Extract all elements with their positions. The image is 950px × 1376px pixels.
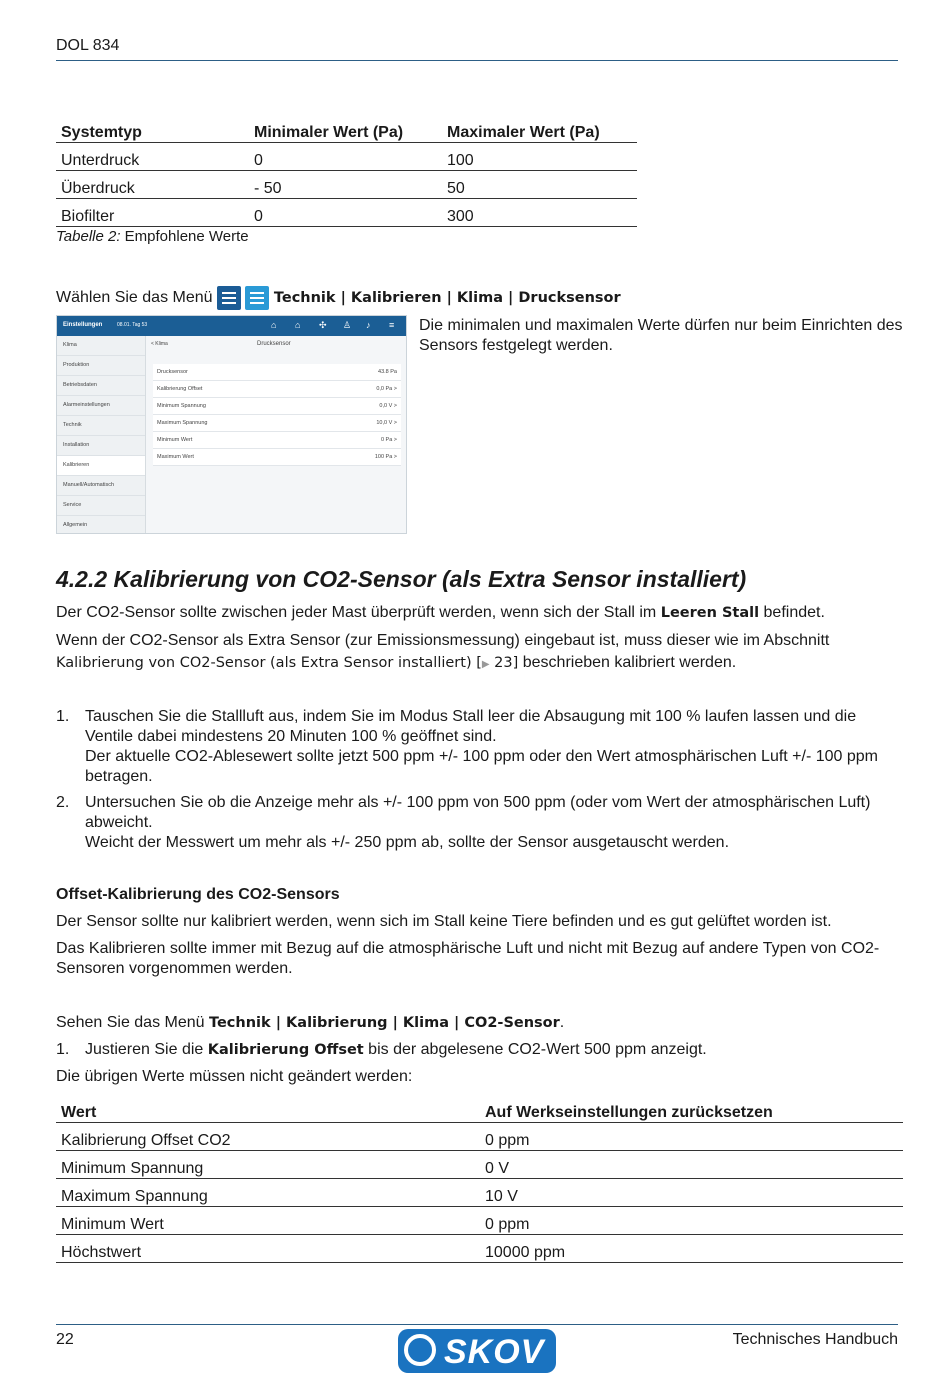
table-cell: 10 V — [480, 1179, 903, 1207]
menu-path: Technik | Kalibrieren | Klima | Drucksensor — [273, 290, 621, 307]
row-label: Minimum Spannung — [157, 403, 206, 409]
screenshot-sidebar — [57, 336, 146, 533]
row-value: 10,0 V > — [376, 420, 397, 426]
screenshot-topbar — [57, 316, 406, 336]
text: Der CO2-Sensor sollte zwischen jeder Mast überprüft werden, wenn sich der Stall im — [56, 604, 661, 621]
paragraph-1 — [56, 603, 906, 623]
step-number: 2. — [56, 794, 70, 811]
adjust-step — [56, 1040, 707, 1060]
row-label: Drucksensor — [157, 369, 188, 375]
settings-sliders-icon — [245, 286, 269, 310]
table-caption — [56, 228, 249, 245]
menu-path: Technik | Kalibrierung | Klima | CO2-Sensor — [209, 1015, 560, 1031]
text: beschrieben kalibriert werden. — [518, 654, 737, 671]
step-note: Weicht der Messwert um mehr als +/- 250 ppm ab, sollte der Sensor ausgetauscht werden. — [85, 834, 730, 851]
table-cell: Maximum Spannung — [56, 1179, 480, 1207]
bold-term: Leeren Stall — [660, 605, 760, 621]
table-cell: 0 ppm — [480, 1207, 903, 1235]
row-label: Minimum Wert — [157, 437, 193, 443]
manual-title: Technisches Handbuch — [732, 1331, 898, 1348]
sidebar-item-active: Kalibrieren — [57, 456, 145, 476]
table-row — [56, 1235, 903, 1263]
table-row — [56, 1151, 903, 1179]
step-text — [85, 1040, 707, 1060]
menu-side-note: Die minimalen und maximalen Werte dürfen nur beim Einrichten des Sensors festgelegt werden. — [419, 317, 903, 354]
section-heading — [56, 566, 746, 593]
screenshot-row — [153, 398, 401, 415]
page-number: 22 — [56, 1331, 74, 1348]
sidebar-item: Technik — [57, 416, 145, 436]
table-row — [56, 1179, 903, 1207]
text: Wenn der CO2-Sensor als Extra Sensor (zur Emissionsmessung) eingebaut ist, muss dieser wie im Abschnitt — [56, 632, 830, 649]
text: Sehen Sie das Menü — [56, 1014, 209, 1031]
text: befindet. — [759, 604, 825, 621]
table-cell: 50 — [442, 171, 637, 199]
screenshot-rows — [153, 364, 401, 466]
table-cell: 0 V — [480, 1151, 903, 1179]
table-row — [56, 143, 637, 171]
table-cell: 0 ppm — [480, 1123, 903, 1151]
table-cell: - 50 — [249, 171, 442, 199]
section-number: 4.2.2 — [56, 566, 108, 592]
screenshot-row — [153, 415, 401, 432]
screenshot-row — [153, 449, 401, 466]
bell-icon: ♪ — [366, 320, 371, 330]
row-value: 0,0 Pa > — [376, 386, 397, 392]
text: . — [559, 1014, 565, 1031]
table-cell: Kalibrierung Offset CO2 — [56, 1123, 480, 1151]
screenshot-title: Einstellungen — [63, 322, 103, 328]
table-cell: Biofilter — [56, 199, 249, 227]
section-title: Kalibrierung von CO2-Sensor (als Extra Sensor installiert) — [113, 566, 747, 592]
sidebar-item: Produktion — [57, 356, 145, 376]
screenshot-row — [153, 432, 401, 449]
col-header: Wert — [56, 1096, 480, 1123]
recommended-values-table — [56, 116, 637, 227]
table-cell: Unterdruck — [56, 143, 249, 171]
row-value: 43.8 Pa — [378, 369, 397, 375]
menu-prefix: Wählen Sie das Menü — [56, 289, 217, 307]
table-cell: Minimum Wert — [56, 1207, 480, 1235]
sidebar-item: Alarmeinstellungen — [57, 396, 145, 416]
table-cell: 0 — [249, 199, 442, 227]
sidebar-item: Installation — [57, 436, 145, 456]
text: bis der abgelesene CO2-Wert 500 ppm anzeigt. — [363, 1041, 707, 1058]
text: Justieren Sie die — [85, 1041, 208, 1058]
screenshot-row — [153, 364, 401, 381]
table-cell: 100 — [442, 143, 637, 171]
house-icon: ⌂ — [295, 320, 301, 330]
rest-line: Die übrigen Werte müssen nicht geändert werden: — [56, 1068, 413, 1085]
paragraph-2 — [56, 630, 906, 676]
table-cell: 10000 ppm — [480, 1235, 903, 1263]
row-label: Maximum Spannung — [157, 420, 208, 426]
row-label: Kalibrierung Offset — [157, 386, 203, 392]
logo-mark-icon — [404, 1334, 436, 1366]
offset-heading: Offset-Kalibrierung des CO2-Sensors — [56, 886, 340, 903]
offset-paragraph-1: Der Sensor sollte nur kalibriert werden, wenn sich im Stall keine Tiere befinden und es gut gelüftet worden ist. — [56, 913, 832, 930]
link-text: Kalibrierung von CO2-Sensor (als Extra Sensor installiert) [ — [56, 655, 482, 671]
list-item — [56, 793, 906, 853]
logo-text: SKOV — [444, 1333, 545, 1371]
link-page: 23] — [489, 655, 519, 671]
menu-instruction — [56, 286, 621, 310]
sidebar-item: Service — [57, 496, 145, 516]
home-icon: ⌂ — [271, 320, 277, 330]
table-row — [56, 1207, 903, 1235]
sidebar-item: Allgemein — [57, 516, 145, 534]
table-cell: 300 — [442, 199, 637, 227]
row-label: Maximum Wert — [157, 454, 194, 460]
step-number: 1. — [56, 708, 70, 725]
screenshot-page-title: Drucksensor — [257, 341, 291, 347]
fan-icon: ✣ — [319, 320, 327, 330]
screenshot-date: 08.01. Tag 53 — [117, 322, 148, 328]
document-id: DOL 834 — [56, 37, 120, 54]
col-header: Maximaler Wert (Pa) — [442, 116, 637, 143]
screenshot-breadcrumb: < Klima — [151, 341, 168, 347]
step-note: Der aktuelle CO2-Ablesewert sollte jetzt 500 ppm +/- 100 ppm oder den Wert atmosphärischen Luft +/- 100 ppm betragen. — [85, 748, 878, 785]
offset-paragraph-2: Das Kalibrieren sollte immer mit Bezug auf die atmosphärische Luft und nicht mit Bezug auf andere Typen von CO2-Sensoren vorgenommen werden. — [56, 940, 880, 977]
controller-screenshot — [56, 315, 407, 534]
list-item — [56, 707, 906, 787]
cross-reference-link[interactable] — [56, 655, 518, 671]
sidebar-item: Klima — [57, 336, 145, 356]
steps-list — [56, 707, 906, 853]
col-header: Auf Werkseinstellungen zurücksetzen — [480, 1096, 903, 1123]
caption-label: Tabelle 2: — [56, 228, 121, 245]
skov-logo — [398, 1329, 556, 1373]
header-rule — [56, 60, 898, 61]
table-cell: Höchstwert — [56, 1235, 480, 1263]
arrow-icon: ▶ — [481, 659, 490, 670]
row-value: 100 Pa > — [374, 454, 397, 460]
sidebar-item: Betriebsdaten — [57, 376, 145, 396]
row-value: 0 Pa > — [380, 437, 397, 443]
menu-icon — [217, 286, 241, 310]
table-cell: 0 — [249, 143, 442, 171]
step-text: Tauschen Sie die Stallluft aus, indem Sie im Modus Stall leer die Absaugung mit 100 % laufen lassen und die Ventile dabei mindestens 20 Minuten 100 % geöffnet sind. — [85, 708, 857, 745]
footer-rule — [56, 1324, 898, 1325]
step-number: 1. — [56, 1041, 70, 1058]
table-cell: Überdruck — [56, 171, 249, 199]
menu-instruction-2 — [56, 1013, 564, 1033]
col-header: Minimaler Wert (Pa) — [249, 116, 442, 143]
factory-values-table — [56, 1096, 903, 1263]
table-row — [56, 171, 637, 199]
table-row — [56, 199, 637, 227]
bold-term: Kalibrierung Offset — [207, 1042, 364, 1058]
hamburger-icon: ≡ — [389, 320, 395, 330]
caption-text: Empfohlene Werte — [120, 228, 249, 245]
user-icon: ♙ — [343, 320, 352, 330]
table-row — [56, 1123, 903, 1151]
table-cell: Minimum Spannung — [56, 1151, 480, 1179]
step-text: Untersuchen Sie ob die Anzeige mehr als +/- 100 ppm von 500 ppm (oder vom Wert der atmosphärischen Luft) abweicht. — [85, 794, 871, 831]
sidebar-item: Manuell/Automatisch — [57, 476, 145, 496]
screenshot-row — [153, 381, 401, 398]
row-value: 0,0 V > — [379, 403, 397, 409]
col-header: Systemtyp — [56, 116, 249, 143]
